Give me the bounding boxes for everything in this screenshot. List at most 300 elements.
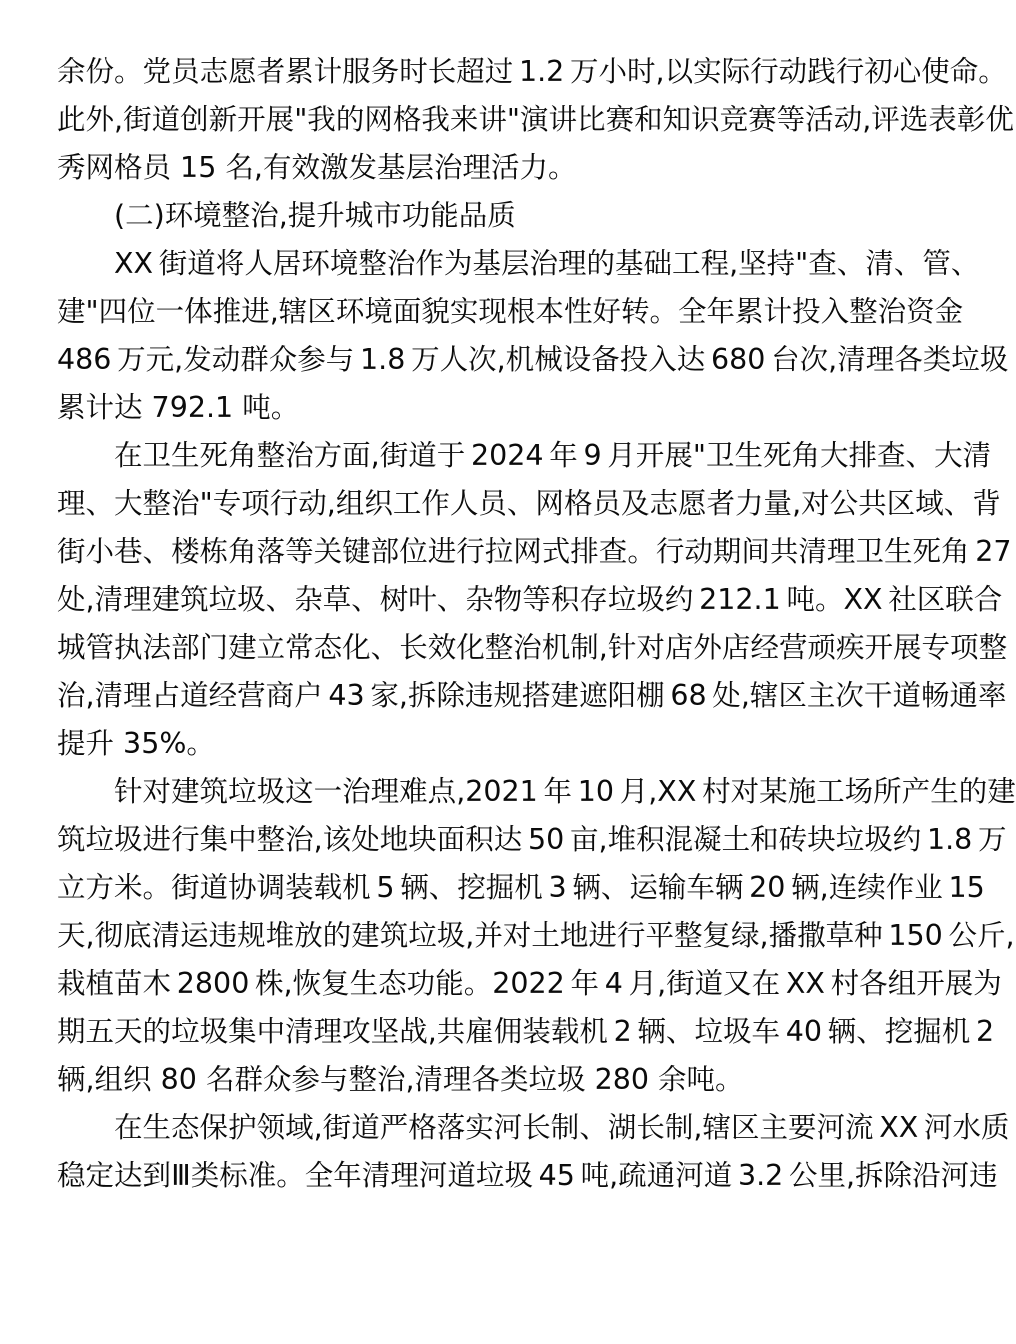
glyph: 集 [199,823,229,856]
glyph: 2 [699,583,718,616]
glyph: 在 [114,439,143,472]
glyph: , [759,919,769,952]
glyph: 1 [717,583,736,616]
glyph: 动 [833,103,863,136]
glyph: 量 [763,487,793,520]
text-line [57,768,1016,816]
glyph: 8 [729,343,748,376]
glyph: 2 [735,583,754,616]
glyph: 、 [665,1015,695,1048]
glyph: 道 [199,871,229,904]
glyph: 清 [865,247,894,280]
glyph: 余 [57,55,86,88]
glyph: 好 [592,295,621,328]
glyph: 垃 [475,1159,505,1192]
glyph: 2 [470,439,490,472]
glyph: 外 [85,103,115,136]
glyph: 垃 [951,343,980,376]
glyph: 5 [556,1159,575,1192]
glyph: 转 [620,295,650,328]
glyph: 此 [57,103,86,136]
glyph: , [693,1111,703,1144]
glyph: 约 [892,823,922,856]
glyph: 河 [924,1111,953,1144]
glyph: 率 [978,679,1007,712]
text-line [57,1104,1010,1152]
glyph: 居 [272,247,302,280]
text-line [57,576,1003,624]
glyph: 整 [978,631,1008,664]
glyph: 性 [563,295,593,328]
glyph: 我 [421,103,450,136]
glyph: 治 [57,679,86,712]
glyph: 街 [379,439,409,472]
glyph: 工 [392,487,422,520]
glyph: 违 [465,679,494,712]
glyph: 9 [583,439,602,472]
glyph: 8 [387,343,406,376]
glyph: 万 [117,343,146,376]
glyph: 能 [435,967,464,1000]
glyph: 动 [298,487,327,520]
glyph: 格 [563,487,593,520]
glyph: 万 [978,823,1007,856]
glyph: . [756,1159,766,1192]
glyph: , [313,823,323,856]
glyph: 4 [785,1015,804,1048]
glyph: 圾 [864,823,893,856]
glyph: 产 [901,775,931,808]
glyph: 辖 [749,679,779,712]
glyph: 行 [456,535,485,568]
glyph: 大 [934,439,963,472]
glyph: 共 [769,535,799,568]
text-line [57,96,1014,144]
glyph: 5 [906,919,925,952]
glyph: 营 [237,679,266,712]
glyph: 建 [171,775,200,808]
glyph: 辆 [572,871,601,904]
text-line [57,960,1002,1008]
glyph: 撒 [797,919,826,952]
glyph: 道 [892,679,921,712]
glyph: 运 [180,919,209,952]
glyph: , [174,343,184,376]
glyph: 全 [678,295,707,328]
glyph: 掘 [913,1015,942,1048]
glyph: . [537,55,547,88]
text-line [57,528,1012,576]
glyph: 行 [750,55,779,88]
glyph: 知 [662,103,692,136]
glyph: 员 [592,487,621,520]
glyph: 建 [351,919,380,952]
glyph: 块 [807,823,836,856]
glyph: 程 [700,247,730,280]
glyph: 网 [513,535,542,568]
glyph: 网 [364,103,393,136]
glyph: , [657,967,667,1000]
glyph: 棚 [636,679,665,712]
glyph: 2 [546,967,565,1000]
glyph: 元 [145,343,175,376]
glyph: 环 [335,295,365,328]
glyph: 清 [285,1015,314,1048]
glyph: 工 [816,775,845,808]
glyph: 的 [586,247,616,280]
glyph: 连 [828,871,858,904]
glyph: 6 [93,343,112,376]
glyph: 治 [285,823,314,856]
glyph: 湖 [607,1111,637,1144]
glyph: 辖 [702,1111,731,1144]
glyph: 基 [615,247,644,280]
glyph: 生 [171,439,200,472]
glyph: 一 [313,775,343,808]
glyph: 违 [208,919,238,952]
glyph: 理 [123,583,152,616]
glyph: 展 [265,103,295,136]
glyph: 复 [321,967,350,1000]
glyph: 准 [247,1159,277,1192]
glyph: , [828,343,838,376]
glyph: 0 [546,823,565,856]
glyph: 植 [85,967,115,1000]
glyph: 复 [702,919,731,952]
glyph: 垃 [85,823,115,856]
glyph: 流 [845,1111,874,1144]
glyph: 输 [657,871,687,904]
glyph: 店 [721,631,751,664]
glyph: 发 [183,343,212,376]
glyph: 拆 [407,679,437,712]
glyph: 0 [213,967,232,1000]
glyph: 道 [703,1159,733,1192]
glyph: 载 [550,1015,580,1048]
glyph: 使 [921,55,950,88]
glyph: 村 [830,967,860,1000]
glyph: 设 [562,343,592,376]
glyph: 河 [418,1159,448,1192]
glyph: 1 [519,775,538,808]
glyph: 展 [944,967,974,1000]
glyph: 域 [915,487,944,520]
glyph: 化 [456,631,485,664]
glyph: 来 [449,103,479,136]
glyph: , [729,247,739,280]
glyph: 积 [465,823,494,856]
glyph: 理 [390,1159,419,1192]
glyph: , [598,823,608,856]
glyph: 整 [673,919,703,952]
glyph: 处 [351,823,380,856]
glyph: 各 [859,967,888,1000]
glyph: 占 [151,679,181,712]
paragraph-sanitation-blindspots [57,432,1012,768]
glyph: 达 [676,343,706,376]
glyph: 务 [370,55,400,88]
glyph: , [1005,919,1015,952]
glyph: 作 [885,871,915,904]
glyph: 年 [543,775,573,808]
glyph: 领 [256,1111,286,1144]
glyph: 2 [765,1159,784,1192]
glyph: 常 [285,631,314,664]
glyph: 各 [894,343,923,376]
glyph: 实 [449,295,479,328]
glyph: 区 [886,487,916,520]
glyph: 理 [865,343,895,376]
glyph: 圾 [636,583,665,616]
glyph: 新 [208,103,238,136]
glyph: 力 [735,487,764,520]
glyph: 化 [342,631,371,664]
glyph: 违 [969,1159,998,1192]
glyph: 落 [256,535,286,568]
glyph: 基 [472,247,501,280]
glyph: 沿 [912,1159,941,1192]
glyph: , [313,1111,323,1144]
glyph: 一 [155,295,185,328]
glyph: 台 [771,343,800,376]
glyph: 份 [85,55,115,88]
glyph: 层 [500,247,530,280]
glyph: 除 [883,1159,913,1192]
glyph: 、 [436,583,466,616]
glyph: 生 [883,535,913,568]
glyph: , [456,775,466,808]
glyph: 域 [285,1111,314,1144]
text-line [57,384,895,432]
glyph: 月 [628,967,658,1000]
glyph: 工 [672,247,701,280]
glyph: 合 [973,583,1003,616]
glyph: 万 [570,55,599,88]
glyph: 通 [949,679,978,712]
glyph: 达 [493,823,523,856]
glyph: 。 [142,871,172,904]
glyph: 愿 [678,487,707,520]
glyph: 辆 [714,871,744,904]
glyph: 次 [799,343,829,376]
glyph: 优 [985,103,1014,136]
glyph: 排 [570,535,599,568]
glyph: 、 [600,871,630,904]
glyph: 筑 [57,823,86,856]
glyph: 木 [142,967,172,1000]
glyph: 巷 [114,535,143,568]
glyph: 绿 [730,919,760,952]
glyph: 员 [171,55,200,88]
glyph: 调 [256,871,286,904]
glyph: 间 [741,535,770,568]
glyph: 主 [759,1111,788,1144]
glyph: 1 [577,775,596,808]
glyph: 动 [684,535,713,568]
glyph: 制 [664,1111,694,1144]
glyph: 混 [664,823,694,856]
glyph: 杂 [294,583,323,616]
text-line [57,336,1009,384]
glyph: 吨 [580,1159,610,1192]
glyph: 效 [427,631,457,664]
glyph: , [85,583,95,616]
glyph: 的 [142,1015,172,1048]
glyph: 河 [940,1159,970,1192]
glyph: 、 [950,247,980,280]
glyph: 堆 [265,919,295,952]
glyph: 位 [399,535,428,568]
glyph: 树 [379,583,409,616]
heading-line [57,192,895,240]
glyph: 年 [570,967,599,1000]
glyph: 顽 [807,631,836,664]
glyph: 机 [941,1015,971,1048]
glyph: 栽 [57,967,86,1000]
glyph: 辆 [827,1015,857,1048]
text-line [57,240,980,288]
glyph: X [133,247,154,280]
glyph: 、 [836,247,866,280]
glyph: X [843,583,863,616]
glyph: 参 [297,343,326,376]
glyph: , [496,343,506,376]
glyph: 整 [484,631,514,664]
glyph: 等 [522,583,551,616]
glyph: 疏 [618,1159,647,1192]
glyph: " [795,247,809,280]
glyph: 群 [240,343,269,376]
line-text: 提升 35%。 [57,727,215,760]
glyph: 2 [975,535,994,568]
glyph: , [740,679,750,712]
glyph: 水 [952,1111,982,1144]
glyph: 垃 [228,775,257,808]
glyph: 3 [346,679,365,712]
glyph: X [676,775,697,808]
glyph: 制 [570,631,599,664]
glyph: 搭 [522,679,551,712]
glyph: 。 [627,535,656,568]
glyph: , [114,103,124,136]
glyph: 恢 [292,967,322,1000]
glyph: " [506,103,521,136]
glyph: 与 [325,343,355,376]
glyph: 2 [613,1015,632,1048]
glyph: 装 [522,1015,551,1048]
glyph: 党 [142,55,172,88]
glyph: 背 [972,487,1001,520]
glyph: X [863,583,883,616]
glyph: 类 [190,1159,220,1192]
glyph: 4 [57,343,76,376]
glyph: 河 [816,1111,846,1144]
glyph: 所 [873,775,902,808]
text-line [57,720,895,768]
glyph: 演 [520,103,549,136]
glyph: X [879,1111,899,1144]
glyph: 彻 [94,919,124,952]
glyph: 械 [534,343,563,376]
glyph: 、 [943,487,973,520]
glyph: 境 [364,295,393,328]
glyph: 区 [307,295,336,328]
glyph: 命 [949,55,979,88]
glyph: 施 [787,775,817,808]
glyph: 和 [634,103,663,136]
glyph: 超 [456,55,485,88]
glyph: 作 [415,247,444,280]
glyph: 制 [550,1111,580,1144]
glyph: 选 [899,103,929,136]
glyph: 和 [750,823,779,856]
glyph: 0 [489,439,508,472]
glyph: 叶 [408,583,437,616]
glyph: 4 [328,679,347,712]
glyph: 地 [559,919,589,952]
glyph: 0 [767,871,786,904]
glyph: 8 [194,967,214,1000]
glyph: , [655,55,665,88]
glyph: 行 [171,823,200,856]
glyph: 治 [529,247,558,280]
glyph: 门 [199,631,229,664]
glyph: 米 [114,871,143,904]
glyph: 区 [778,679,807,712]
glyph: 运 [629,871,658,904]
glyph: 清 [94,583,124,616]
glyph: 部 [171,631,200,664]
glyph: 理 [313,1015,343,1048]
glyph: 者 [706,487,736,520]
glyph: 车 [686,871,715,904]
glyph: 中 [228,823,257,856]
glyph: 、 [905,439,935,472]
glyph: 落 [436,1111,466,1144]
glyph: 环 [301,247,330,280]
glyph: , [398,679,408,712]
glyph: 进 [241,295,270,328]
glyph: 评 [871,103,900,136]
glyph: 难 [399,775,428,808]
glyph: 实 [465,1111,494,1144]
glyph: 户 [294,679,323,712]
glyph: 1 [888,919,907,952]
glyph: , [819,871,829,904]
glyph: 表 [928,103,957,136]
glyph: 期 [712,535,742,568]
glyph: 8 [954,823,973,856]
glyph: , [792,487,802,520]
glyph: 理 [557,247,587,280]
glyph: 长 [636,1111,665,1144]
glyph: Ⅲ [171,1159,191,1192]
glyph: 公 [829,487,859,520]
glyph: 月 [607,439,636,472]
glyph: 杂 [465,583,494,616]
glyph: 于 [436,439,466,472]
glyph: 5 [376,871,395,904]
glyph: 人 [439,343,469,376]
glyph: 次 [835,679,864,712]
glyph: 6 [670,679,689,712]
glyph: 理 [826,535,856,568]
glyph: 道 [694,967,724,1000]
glyph: , [370,439,380,472]
glyph: 组 [335,487,365,520]
glyph: 楼 [171,535,200,568]
glyph: 项 [950,631,979,664]
